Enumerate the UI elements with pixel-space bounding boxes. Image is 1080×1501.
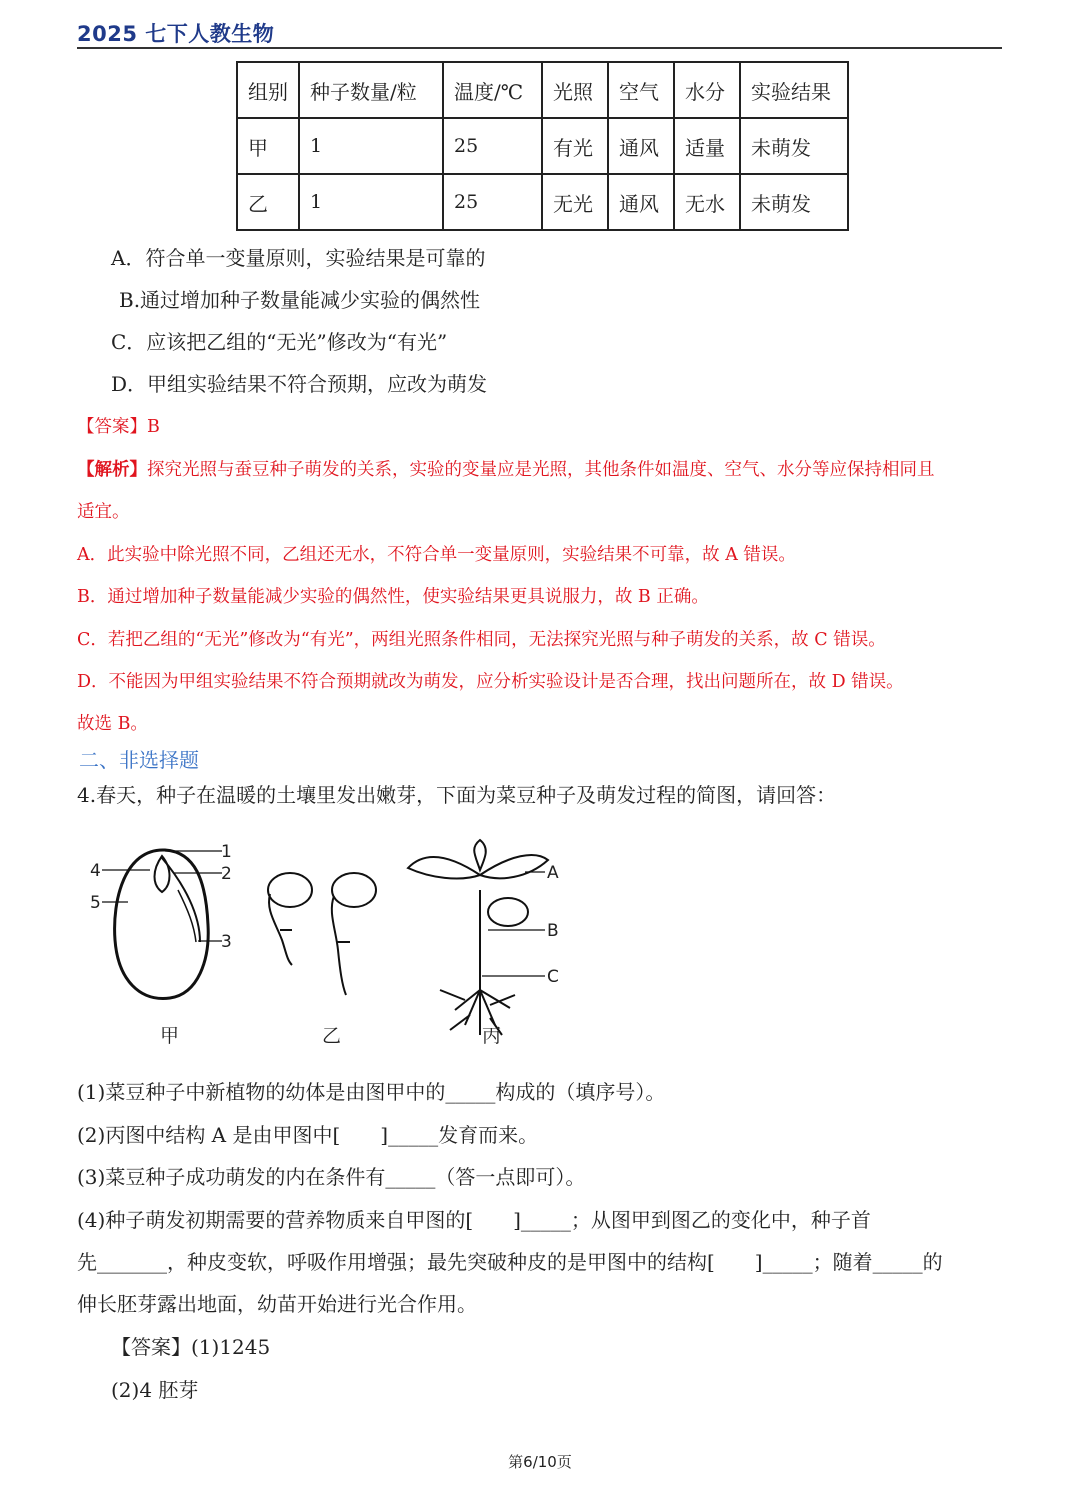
option-c: C．应该把乙组的“无光”修改为“有光”: [111, 330, 448, 354]
table-header-cell: 水分: [674, 62, 740, 118]
caption-jia: 甲: [160, 1025, 180, 1047]
label-3: 3: [221, 932, 232, 952]
experiment-table: [236, 61, 849, 231]
table-cell: 通风: [608, 118, 674, 174]
table-cell: 有光: [542, 118, 608, 174]
germinating-seeds-yi: [268, 873, 376, 995]
document-header-title: 2025 七下人教生物: [77, 22, 275, 46]
analysis-line-1: [77, 456, 935, 481]
page-number: 第6/10页: [508, 1453, 572, 1471]
question-part-4-line-1: (4)种子萌发初期需要的营养物质来自甲图的[ ]_____；从图甲到图乙的变化中，种子首: [77, 1208, 871, 1232]
table-header-cell: 组别: [237, 62, 299, 118]
table-header-cell: 光照: [542, 62, 608, 118]
table-cell: 未萌发: [740, 174, 848, 230]
label-2: 2: [221, 864, 232, 884]
table-row: [237, 174, 848, 230]
question-part-2: (2)丙图中结构 A 是由甲图中[ ]_____发育而来。: [77, 1123, 539, 1147]
label-b: B: [547, 921, 559, 941]
question-part-4-line-2: 先_______，种皮变软，呼吸作用增强；最先突破种皮的是甲图中的结构[ ]_____；随着_____的: [77, 1250, 943, 1274]
table-header-cell: 温度/℃: [443, 62, 542, 118]
analysis-conclusion: 故选 B。: [77, 714, 148, 734]
table-header-row: [237, 62, 848, 118]
option-b: B.通过增加种子数量能减少实验的偶然性: [119, 288, 481, 312]
table-cell: 甲: [237, 118, 299, 174]
section-title: 二、非选择题: [79, 748, 199, 772]
table-cell: 乙: [237, 174, 299, 230]
label-c: C: [547, 967, 559, 987]
answer-tag-q4: 【答案】: [111, 1335, 191, 1359]
seed-diagram-jia: [102, 850, 222, 999]
answer-line: [77, 413, 160, 438]
table-cell: 1: [299, 118, 443, 174]
header-divider: [77, 47, 1002, 49]
table-header-cell: 实验结果: [740, 62, 848, 118]
answer-tag: 【答案】: [77, 417, 147, 437]
option-a: A．符合单一变量原则，实验结果是可靠的: [111, 246, 486, 270]
table-cell: 无水: [674, 174, 740, 230]
caption-yi: 乙: [322, 1025, 342, 1047]
table-cell: 25: [443, 118, 542, 174]
table-cell: 通风: [608, 174, 674, 230]
table-cell: 1: [299, 174, 443, 230]
analysis-tag: 【解析】: [77, 460, 147, 480]
analysis-point-a: A．此实验中除光照不同，乙组还无水，不符合单一变量原则，实验结果不可靠，故 A 错误。: [77, 545, 796, 565]
analysis-line-2: 适宜。: [77, 502, 130, 522]
answer-line-2: (2)4 胚芽: [111, 1378, 199, 1402]
question-part-3: (3)菜豆种子成功萌发的内在条件有_____（答一点即可）。: [77, 1165, 586, 1189]
seedling-bing: [408, 840, 548, 1035]
label-4: 4: [90, 861, 101, 881]
answer-line-1: [111, 1331, 270, 1360]
table-row: [237, 118, 848, 174]
analysis-point-c: C．若把乙组的“无光”修改为“有光”，两组光照条件相同，无法探究光照与种子萌发的关系，故 C 错误。: [77, 630, 886, 650]
table-header-cell: 种子数量/粒: [299, 62, 443, 118]
analysis-point-d: D．不能因为甲组实验结果不符合预期就改为萌发，应分析实验设计是否合理，找出问题所在，故 D 错误。: [77, 672, 904, 692]
question-part-4-line-3: 伸长胚芽露出地面，幼苗开始进行光合作用。: [77, 1292, 477, 1316]
analysis-point-b: B．通过增加种子数量能减少实验的偶然性，使实验结果更具说服力，故 B 正确。: [77, 587, 709, 607]
table-cell: 25: [443, 174, 542, 230]
question-part-1: (1)菜豆种子中新植物的幼体是由图甲中的_____构成的（填序号）。: [77, 1080, 666, 1104]
table-header-cell: 空气: [608, 62, 674, 118]
answer-value: B: [147, 417, 160, 437]
answer-1: (1)1245: [191, 1335, 271, 1359]
caption-bing: 丙: [482, 1025, 502, 1047]
table-cell: 未萌发: [740, 118, 848, 174]
seed-germination-figure: [70, 830, 670, 1060]
label-1: 1: [221, 842, 232, 862]
option-d: D．甲组实验结果不符合预期，应改为萌发: [111, 372, 488, 396]
table-cell: 无光: [542, 174, 608, 230]
label-a: A: [547, 863, 559, 883]
table-cell: 适量: [674, 118, 740, 174]
question-stem: 4.春天，种子在温暖的土壤里发出嫩芽，下面为菜豆种子及萌发过程的简图，请回答：: [77, 783, 837, 807]
label-5: 5: [90, 893, 101, 913]
analysis-text: 探究光照与蚕豆种子萌发的关系，实验的变量应是光照，其他条件如温度、空气、水分等应保持相同且: [147, 460, 935, 480]
